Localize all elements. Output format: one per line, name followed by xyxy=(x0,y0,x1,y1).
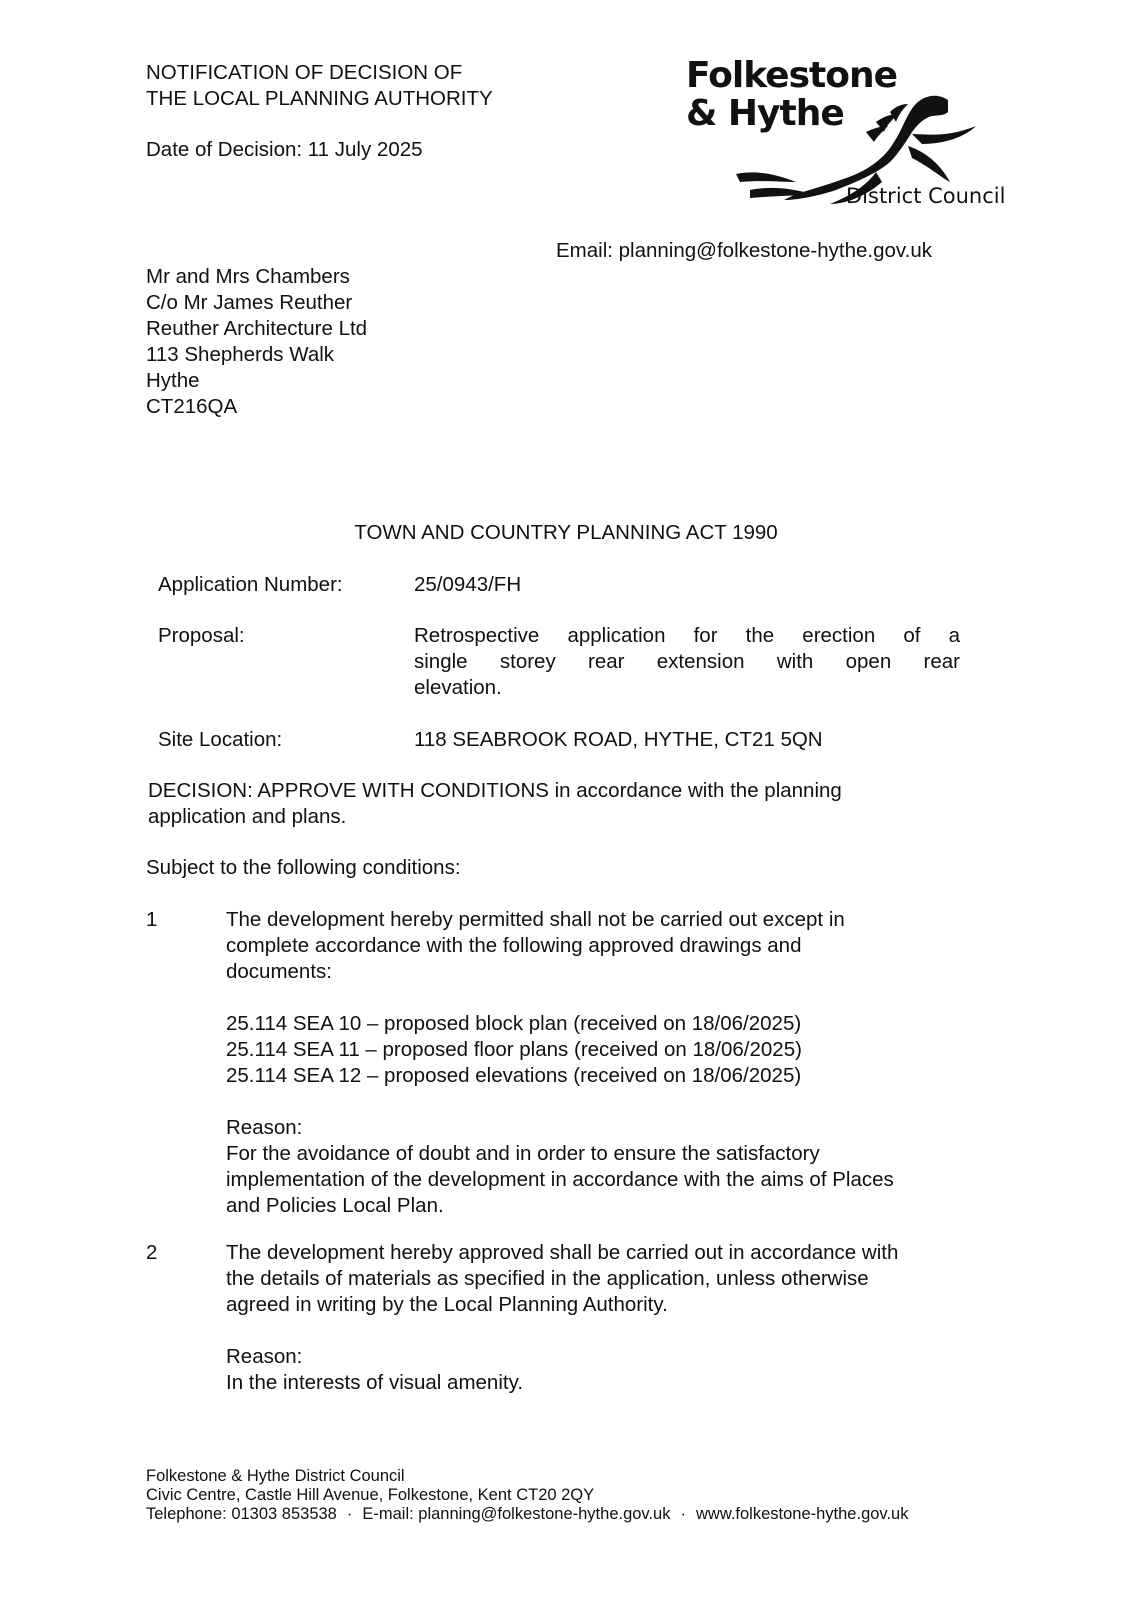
condition-text-line: documents: xyxy=(226,960,332,983)
logo-district-council: District Council xyxy=(846,184,1006,208)
header-line-2: THE LOCAL PLANNING AUTHORITY xyxy=(146,87,493,110)
condition-number: 2 xyxy=(146,1241,158,1264)
condition-2 xyxy=(226,1240,986,1396)
proposal-line: elevation. xyxy=(414,676,502,699)
condition-text-line: The development hereby permitted shall not be carried out except in xyxy=(226,908,845,931)
condition-text-line: complete accordance with the following approved drawings and xyxy=(226,934,802,957)
proposal-label: Proposal: xyxy=(158,624,245,647)
reason-line: For the avoidance of doubt and in order to ensure the satisfactory xyxy=(226,1142,820,1165)
act-title: TOWN AND COUNTRY PLANNING ACT 1990 xyxy=(354,521,778,544)
decision xyxy=(148,778,842,830)
footer-telephone: Telephone: 01303 853538 xyxy=(146,1505,337,1523)
notification-header xyxy=(146,60,493,112)
reason-line: implementation of the development in accordance with the aims of Places xyxy=(226,1168,894,1191)
condition-1 xyxy=(226,907,986,1219)
decision-line: DECISION: APPROVE WITH CONDITIONS in accordance with the planning xyxy=(148,779,842,802)
address-line: Mr and Mrs Chambers xyxy=(146,265,350,288)
approved-drawing: 25.114 SEA 10 – proposed block plan (received on 18/06/2025) xyxy=(226,1012,802,1035)
decision-line: application and plans. xyxy=(148,805,347,828)
subject-to-conditions: Subject to the following conditions: xyxy=(146,856,461,879)
reason-line: and Policies Local Plan. xyxy=(226,1194,444,1217)
address-line: Reuther Architecture Ltd xyxy=(146,317,368,340)
footer-email: E-mail: planning@folkestone-hythe.gov.uk xyxy=(362,1505,671,1523)
council-logo xyxy=(686,52,1006,222)
footer-address: Civic Centre, Castle Hill Avenue, Folkestone, Kent CT20 2QY xyxy=(146,1486,595,1504)
application-number: 25/0943/FH xyxy=(414,573,522,596)
council-email: Email: planning@folkestone-hythe.gov.uk xyxy=(556,239,932,262)
condition-text-line: the details of materials as specified in the application, unless otherwise xyxy=(226,1267,869,1290)
header-line-1: NOTIFICATION OF DECISION OF xyxy=(146,61,463,84)
reason-label: Reason: xyxy=(226,1116,303,1139)
footer-separator: · xyxy=(346,1505,353,1523)
logo-word-folkestone: Folkestone xyxy=(686,55,898,96)
proposal-text xyxy=(414,623,960,701)
site-location-label: Site Location: xyxy=(158,728,283,751)
application-number-label: Application Number: xyxy=(158,573,343,596)
condition-text-line: The development hereby approved shall be carried out in accordance with xyxy=(226,1241,899,1264)
reason-label: Reason: xyxy=(226,1345,303,1368)
address-line: Hythe xyxy=(146,369,200,392)
site-location: 118 SEABROOK ROAD, HYTHE, CT21 5QN xyxy=(414,728,823,751)
address-line: 113 Shepherds Walk xyxy=(146,343,335,366)
recipient-address xyxy=(146,264,367,420)
footer-contact-line xyxy=(146,1505,908,1524)
logo-word-hythe: & Hythe xyxy=(686,93,844,134)
proposal-line: single storey rear extension with open rear xyxy=(414,650,960,673)
footer-separator: · xyxy=(680,1505,686,1523)
address-line: C/o Mr James Reuther xyxy=(146,291,353,314)
address-line: CT216QA xyxy=(146,395,238,418)
condition-text-line: agreed in writing by the Local Planning Authority. xyxy=(226,1293,668,1316)
condition-number: 1 xyxy=(146,908,158,931)
proposal-line: Retrospective application for the erection of a xyxy=(414,624,960,647)
footer-website: www.folkestone-hythe.gov.uk xyxy=(695,1505,909,1523)
footer xyxy=(146,1467,908,1524)
reason-line: In the interests of visual amenity. xyxy=(226,1371,524,1394)
approved-drawing: 25.114 SEA 11 – proposed floor plans (received on 18/06/2025) xyxy=(226,1038,802,1061)
date-of-decision: Date of Decision: 11 July 2025 xyxy=(146,138,423,161)
footer-council-name: Folkestone & Hythe District Council xyxy=(146,1467,405,1485)
approved-drawing: 25.114 SEA 12 – proposed elevations (received on 18/06/2025) xyxy=(226,1064,802,1087)
